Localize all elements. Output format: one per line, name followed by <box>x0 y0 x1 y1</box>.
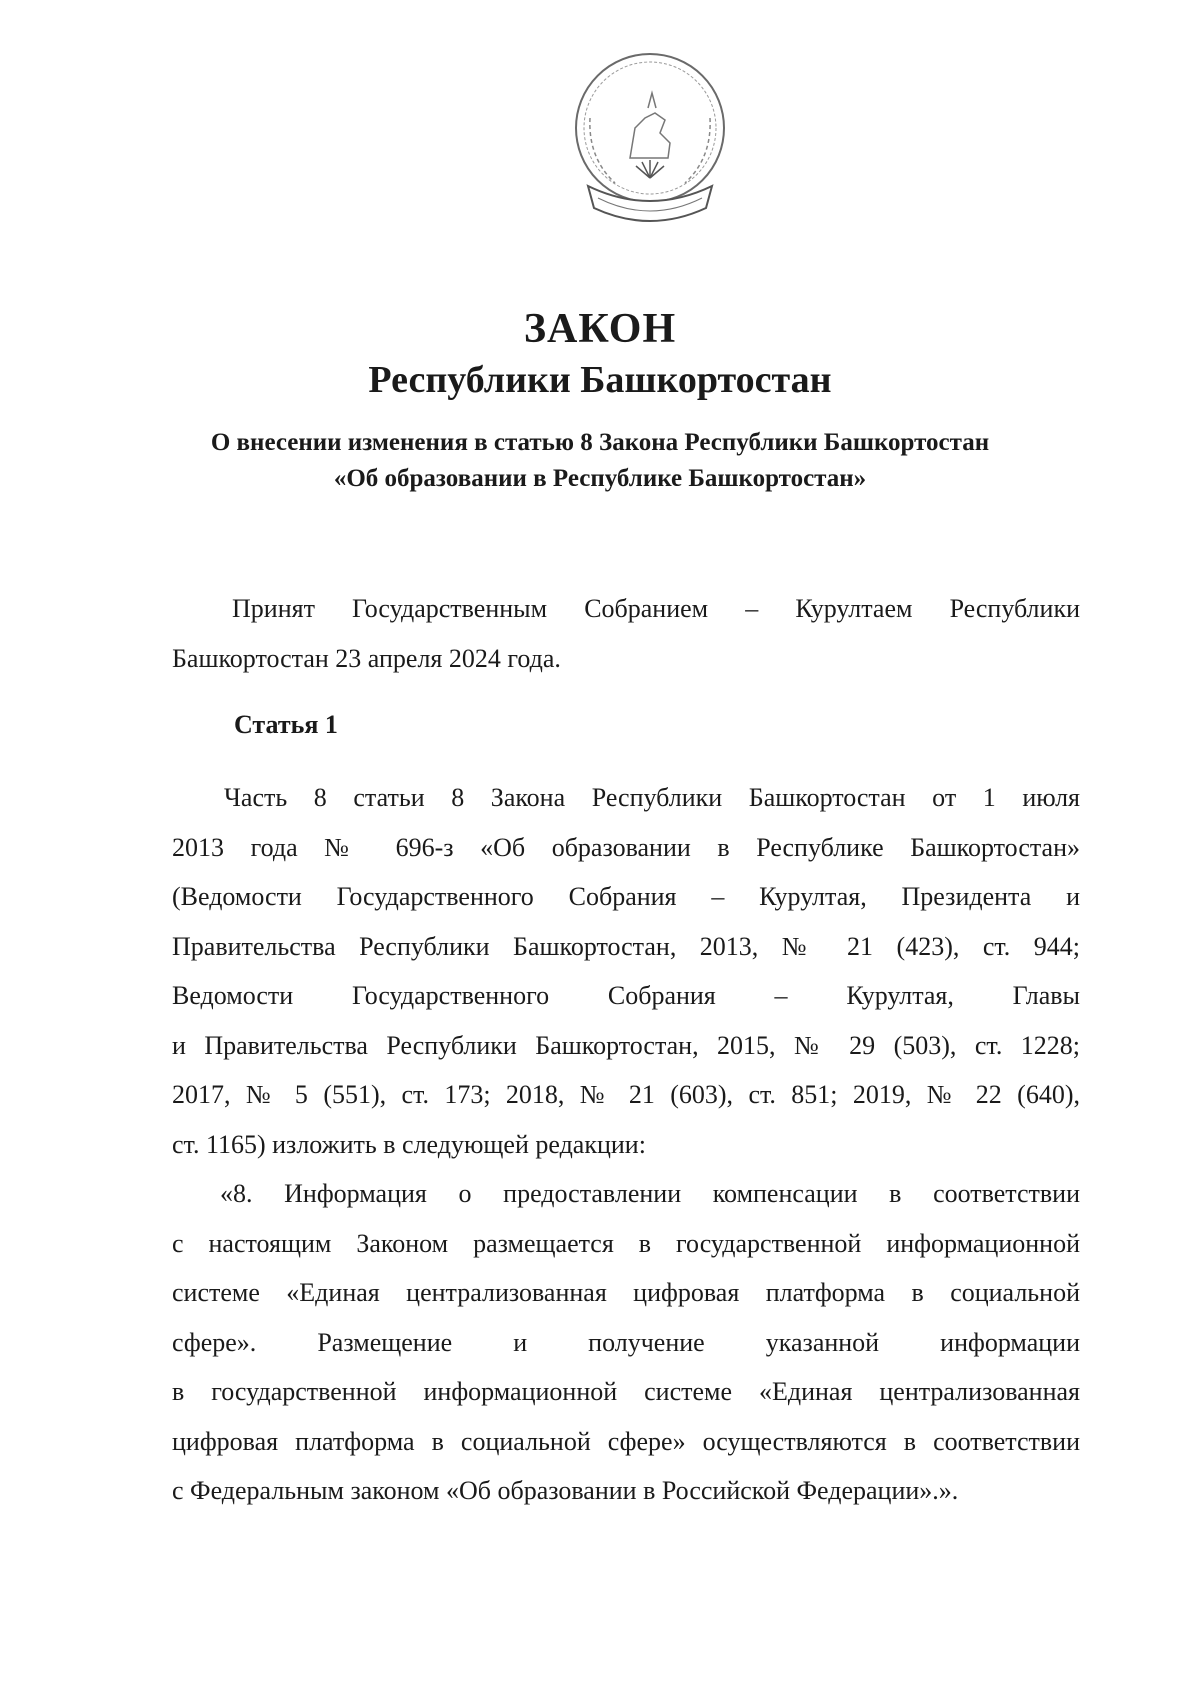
amendment-line: «8. Информация о предоставлении компенсации в соответствии <box>220 1179 1080 1208</box>
coat-of-arms-emblem <box>560 48 740 248</box>
republic-title: Республики Башкортостан <box>368 359 832 401</box>
subtitle-line-1: О внесении изменения в статью 8 Закона Республики Башкортостан <box>210 429 990 456</box>
adoption-statement <box>172 584 1080 683</box>
adoption-line-2: Башкортостан 23 апреля 2024 года. <box>172 643 561 673</box>
amendment-line: с Федеральным законом «Об образовании в Российской Федерации».». <box>172 1476 959 1505</box>
amendment-line: сфере». Размещение и получение указанной информации <box>172 1327 1080 1357</box>
article-line: Правительства Республики Башкортостан, 2013, № 21 (423), ст. 944; <box>172 931 1080 961</box>
emblem-icon <box>560 48 740 248</box>
amendment-text <box>172 1169 1080 1516</box>
article-title: Статья 1 <box>234 710 338 739</box>
document-type-title: ЗАКОН <box>523 306 677 352</box>
article-body <box>172 773 1080 1169</box>
amendment-line: в государственной информационной системе «Единая централизованная <box>172 1377 1080 1406</box>
article-line: Часть 8 статьи 8 Закона Республики Башкортостан от 1 июля <box>224 783 1080 812</box>
law-subtitle <box>0 425 1200 497</box>
adoption-line-1: Принят Государственным Собранием – Курултаем Республики <box>232 594 1080 623</box>
article-line: ст. 1165) изложить в следующей редакции: <box>172 1129 646 1159</box>
subtitle-line-2: «Об образовании в Республике Башкортостан» <box>333 465 867 492</box>
amendment-line: цифровая платформа в социальной сфере» осуществляются в соответствии <box>172 1426 1080 1456</box>
article-line: (Ведомости Государственного Собрания – Курултая, Президента и <box>172 882 1080 911</box>
amendment-line: системе «Единая централизованная цифровая платформа в социальной <box>172 1278 1080 1307</box>
article-line: 2017, № 5 (551), ст. 173; 2018, № 21 (603), ст. 851; 2019, № 22 (640), <box>172 1080 1080 1109</box>
article-line: и Правительства Республики Башкортостан, 2015, № 29 (503), ст. 1228; <box>172 1030 1080 1060</box>
amendment-line: с настоящим Законом размещается в государственной информационной <box>172 1228 1080 1258</box>
article-line: 2013 года № 696-з «Об образовании в Республике Башкортостан» <box>172 832 1080 862</box>
article-line: Ведомости Государственного Собрания – Курултая, Главы <box>172 981 1080 1010</box>
